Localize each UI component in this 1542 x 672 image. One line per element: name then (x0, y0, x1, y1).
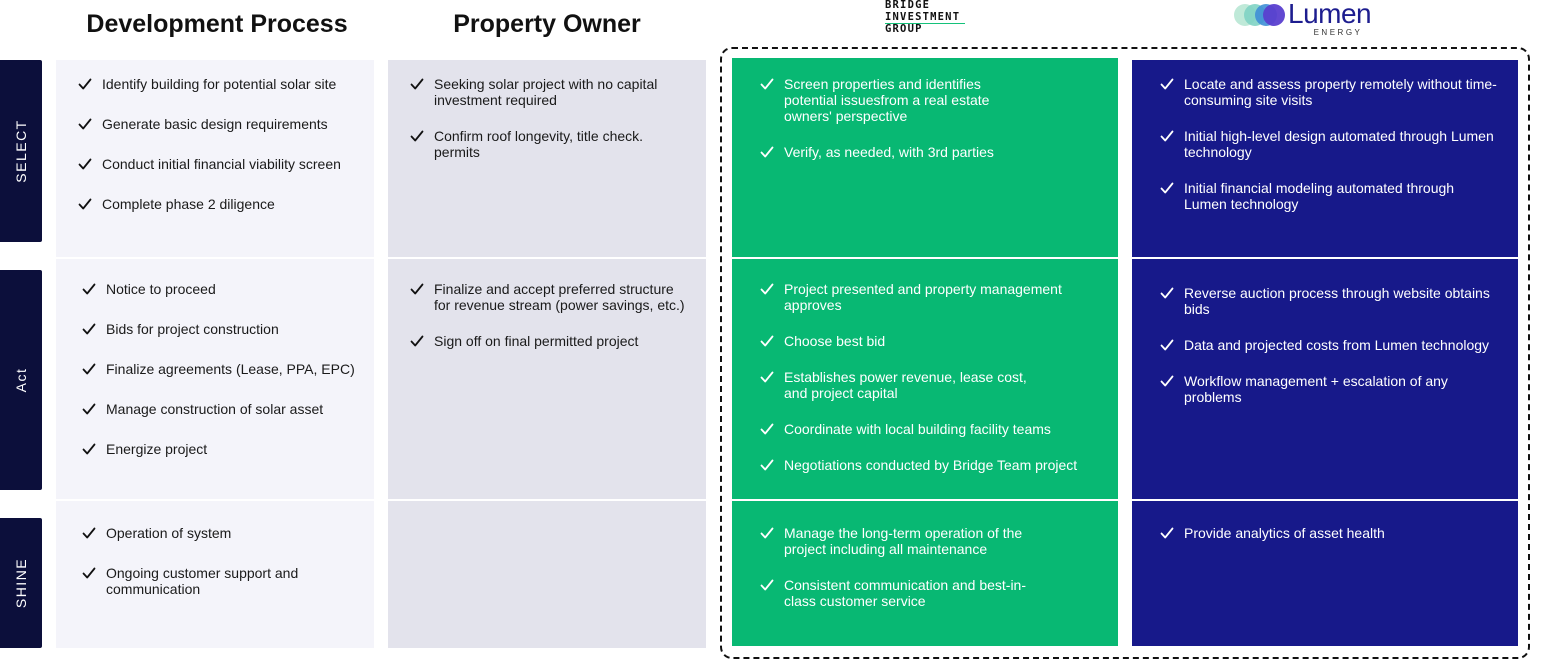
checklist-item-text: Provide analytics of asset health (1184, 525, 1385, 541)
item-list (1132, 501, 1518, 541)
check-icon (82, 282, 96, 296)
cell-select-owner (388, 60, 706, 257)
check-icon (82, 362, 96, 376)
checklist-item (738, 369, 1118, 401)
checklist-item (60, 281, 374, 297)
checklist-item (388, 281, 706, 313)
checklist-item-text: Workflow management + escalation of any problems (1184, 373, 1448, 405)
checklist-item-text: Consistent communication and best-in- class customer service (784, 577, 1027, 609)
item-list (388, 259, 706, 349)
checklist-item (738, 333, 1118, 349)
checklist-item-text: Coordinate with local building facility teams (784, 421, 1051, 437)
checklist-item-text: Choose best bid (784, 333, 886, 349)
check-icon (82, 566, 96, 580)
checklist-item (56, 156, 374, 172)
check-icon (1160, 374, 1174, 388)
checklist-item-text: Identify building for potential solar site (102, 76, 337, 92)
checklist-item (738, 457, 1118, 473)
check-icon (760, 334, 774, 348)
checklist-item (1138, 285, 1518, 317)
item-list (56, 259, 374, 457)
bridge-logo-line: BRIDGE (885, 0, 931, 11)
cell-act-lumen (1132, 259, 1518, 499)
checklist-item (738, 577, 1118, 609)
lumen-logo-word: Lumen (1288, 0, 1372, 29)
check-icon (760, 422, 774, 436)
row-label-select-text: SELECT (13, 119, 29, 183)
checklist-item (56, 76, 374, 92)
checklist-item-text: Confirm roof longevity, title check. permits (434, 128, 644, 160)
checklist-item-text: Establishes power revenue, lease cost, and project capital (784, 369, 1027, 401)
checklist-item-text: Ongoing customer support and communication (106, 565, 299, 597)
checklist-item-text: Conduct initial financial viability screen (102, 156, 341, 172)
check-icon (82, 322, 96, 336)
check-icon (82, 402, 96, 416)
check-icon (1160, 526, 1174, 540)
checklist-item (388, 333, 706, 349)
checklist-item (1138, 525, 1518, 541)
header-property-owner: Property Owner (453, 10, 641, 38)
check-icon (410, 282, 424, 296)
cell-act-bridge (732, 259, 1118, 499)
check-icon (760, 370, 774, 384)
checklist-item (60, 565, 374, 597)
check-icon (760, 578, 774, 592)
check-icon (1160, 181, 1174, 195)
checklist-item-text: Complete phase 2 diligence (102, 196, 275, 212)
row-label-shine (0, 518, 42, 648)
cell-select-bridge (732, 58, 1118, 257)
checklist-item-text: Bids for project construction (106, 321, 279, 337)
cell-act-development (56, 259, 374, 499)
checklist-item (388, 76, 706, 108)
checklist-item (1138, 337, 1518, 353)
checklist-item (738, 281, 1118, 313)
cell-act-owner (388, 259, 706, 499)
checklist-item-text: Screen properties and identifies potential issuesfrom a real estate owners' perspective (784, 76, 990, 124)
checklist-item-text: Reverse auction process through website obtains bids (1184, 285, 1490, 317)
check-icon (78, 157, 92, 171)
checklist-item-text: Verify, as needed, with 3rd parties (784, 144, 994, 160)
checklist-item (60, 525, 374, 541)
checklist-item-text: Seeking solar project with no capital investment required (434, 76, 658, 108)
check-icon (82, 442, 96, 456)
check-icon (760, 458, 774, 472)
checklist-item-text: Project presented and property management approves (784, 281, 1062, 313)
checklist-item (1138, 180, 1518, 212)
check-icon (78, 77, 92, 91)
checklist-item (60, 361, 374, 377)
check-icon (410, 77, 424, 91)
check-icon (82, 526, 96, 540)
checklist-item (60, 441, 374, 457)
checklist-item (388, 128, 706, 160)
check-icon (1160, 77, 1174, 91)
item-list (732, 501, 1118, 609)
checklist-item (1138, 373, 1518, 405)
cell-shine-bridge (732, 501, 1118, 646)
checklist-item (738, 76, 1118, 124)
check-icon (1160, 129, 1174, 143)
item-list (732, 58, 1118, 160)
checklist-item-text: Notice to proceed (106, 281, 216, 297)
cell-shine-development (56, 501, 374, 648)
checklist-item-text: Manage the long-term operation of the project including all maintenance (784, 525, 1023, 557)
check-icon (410, 129, 424, 143)
checklist-item-text: Finalize and accept preferred structure for revenue stream (power savings, etc.) (434, 281, 685, 313)
checklist-item (1138, 128, 1518, 160)
item-list (388, 60, 706, 160)
checklist-item-text: Negotiations conducted by Bridge Team project (784, 457, 1078, 473)
checklist-item-text: Initial high-level design automated through Lumen technology (1184, 128, 1494, 160)
bridge-investment-group-logo (885, 0, 975, 36)
bridge-logo-line: GROUP (885, 23, 923, 35)
checklist-item (56, 196, 374, 212)
cell-select-development (56, 60, 374, 257)
row-label-act-text: Act (13, 367, 29, 393)
check-icon (1160, 338, 1174, 352)
row-label-act (0, 270, 42, 490)
header-development-process: Development Process (86, 10, 348, 38)
checklist-item-text: Manage construction of solar asset (106, 401, 324, 417)
check-icon (760, 145, 774, 159)
cell-shine-lumen (1132, 501, 1518, 646)
checklist-item (60, 321, 374, 337)
item-list (732, 259, 1118, 473)
item-list (56, 501, 374, 597)
item-list (1132, 259, 1518, 405)
row-label-select (0, 60, 42, 242)
bridge-logo-line: INVESTMENT (885, 12, 965, 25)
item-list (56, 60, 374, 212)
lumen-circles-icon (1232, 1, 1288, 31)
checklist-item-text: Operation of system (106, 525, 232, 541)
cell-select-lumen (1132, 60, 1518, 257)
checklist-item-text: Initial financial modeling automated through Lumen technology (1184, 180, 1455, 212)
check-icon (760, 282, 774, 296)
checklist-item (738, 421, 1118, 437)
check-icon (760, 77, 774, 91)
checklist-item (738, 525, 1118, 557)
item-list (1132, 60, 1518, 212)
checklist-item (738, 144, 1118, 160)
check-icon (78, 117, 92, 131)
checklist-item-text: Energize project (106, 441, 208, 457)
checklist-item (60, 401, 374, 417)
check-icon (1160, 286, 1174, 300)
checklist-item-text: Finalize agreements (Lease, PPA, EPC) (106, 361, 355, 377)
checklist-item (1138, 76, 1518, 108)
row-label-shine-text: SHINE (13, 557, 29, 609)
item-list (388, 501, 706, 525)
lumen-energy-logo (1232, 0, 1402, 40)
check-icon (78, 197, 92, 211)
checklist-item-text: Locate and assess property remotely without time- consuming site visits (1184, 76, 1497, 108)
checklist-item-text: Data and projected costs from Lumen technology (1184, 337, 1490, 353)
cell-shine-owner (388, 501, 706, 648)
lumen-logo-subtitle: ENERGY (1313, 28, 1363, 37)
check-icon (410, 334, 424, 348)
checklist-item-text: Sign off on final permitted project (434, 333, 639, 349)
check-icon (760, 526, 774, 540)
checklist-item (56, 116, 374, 132)
checklist-item-text: Generate basic design requirements (102, 116, 328, 132)
